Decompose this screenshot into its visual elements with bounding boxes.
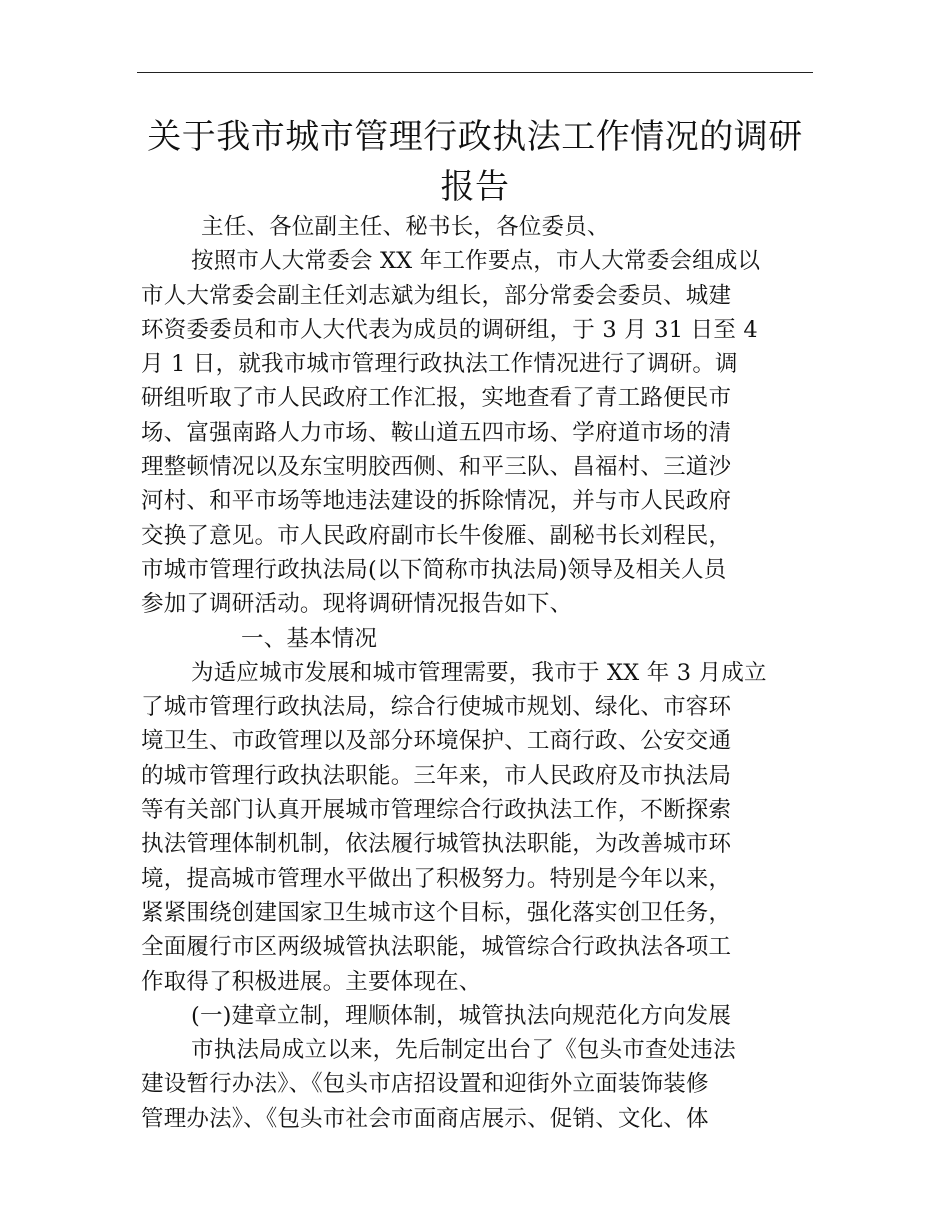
paragraph-line: 紧紧围绕创建国家卫生城市这个目标，强化落实创卫任务， [141, 899, 732, 926]
paragraph-line: 交换了意见。市人民政府副市长牛俊雁、副秘书长刘程民， [141, 522, 732, 549]
paragraph-line: 执法管理体制机制，依法履行城管执法职能，为改善城市环 [141, 831, 732, 858]
paragraph-line: 了城市管理行政执法局，综合行使城市规划、绿化、市容环 [141, 694, 732, 721]
paragraph-line: 管理办法》、《包头市社会市面商店展示、促销、文化、体 [141, 1105, 709, 1132]
paragraph-line: 按照市人大常委会 XX 年工作要点，市人大常委会组成以 [191, 248, 761, 275]
paragraph-line: 为适应城市发展和城市管理需要，我市于 XX 年 3 月成立 [191, 659, 767, 686]
paragraph-line: 全面履行市区两级城管执法职能，城管综合行政执法各项工 [141, 934, 732, 961]
paragraph-line: 市执法局成立以来，先后制定出台了《包头市查处违法 [191, 1037, 736, 1064]
paragraph-line: 等有关部门认真开展城市管理综合行政执法工作，不断探索 [141, 797, 732, 824]
salutation-line: 主任、各位副主任、秘书长，各位委员、 [201, 214, 610, 240]
paragraph-line: 研组听取了市人民政府工作汇报，实地查看了青工路便民市 [141, 385, 732, 412]
paragraph-line: 环资委委员和市人大代表为成员的调研组，于 3 月 31 日至 4 [141, 316, 758, 343]
paragraph-line: 作取得了积极进展。主要体现在、 [141, 968, 482, 995]
paragraph-line: 月 1 日，就我市城市管理行政执法工作情况进行了调研。调 [141, 351, 738, 378]
document-title [137, 112, 813, 212]
paragraph-line: 市人大常委会副主任刘志斌为组长，部分常委会委员、城建 [141, 282, 732, 309]
title-line-2: 报告 [440, 167, 510, 207]
title-line-1: 关于我市城市管理行政执法工作情况的调研 [147, 117, 803, 157]
paragraph-line: 建设暂行办法》、《包头市店招设置和迎街外立面装饰装修 [141, 1071, 709, 1098]
section-heading: 一、基本情况 [241, 625, 378, 652]
paragraph-line: 市城市管理行政执法局(以下简称市执法局)领导及相关人员 [141, 556, 727, 583]
paragraph-line: 河村、和平市场等地违法建设的拆除情况，并与市人民政府 [141, 488, 732, 515]
paragraph-line: 境，提高城市管理水平做出了积极努力。特别是今年以来， [141, 865, 732, 892]
header-rule [137, 72, 813, 73]
paragraph-line: 理整顿情况以及东宝明胶西侧、和平三队、昌福村、三道沙 [141, 454, 732, 481]
subsection-heading: (一)建章立制，理顺体制，城管执法向规范化方向发展 [191, 1002, 732, 1029]
document-body [141, 210, 811, 1136]
paragraph-line: 场、富强南路人力市场、鞍山道五四市场、学府道市场的清 [141, 419, 732, 446]
paragraph-line: 参加了调研活动。现将调研情况报告如下、 [141, 591, 573, 618]
paragraph-line: 境卫生、市政管理以及部分环境保护、工商行政、公安交通 [141, 728, 732, 755]
paragraph-line: 的城市管理行政执法职能。三年来，市人民政府及市执法局 [141, 762, 732, 789]
